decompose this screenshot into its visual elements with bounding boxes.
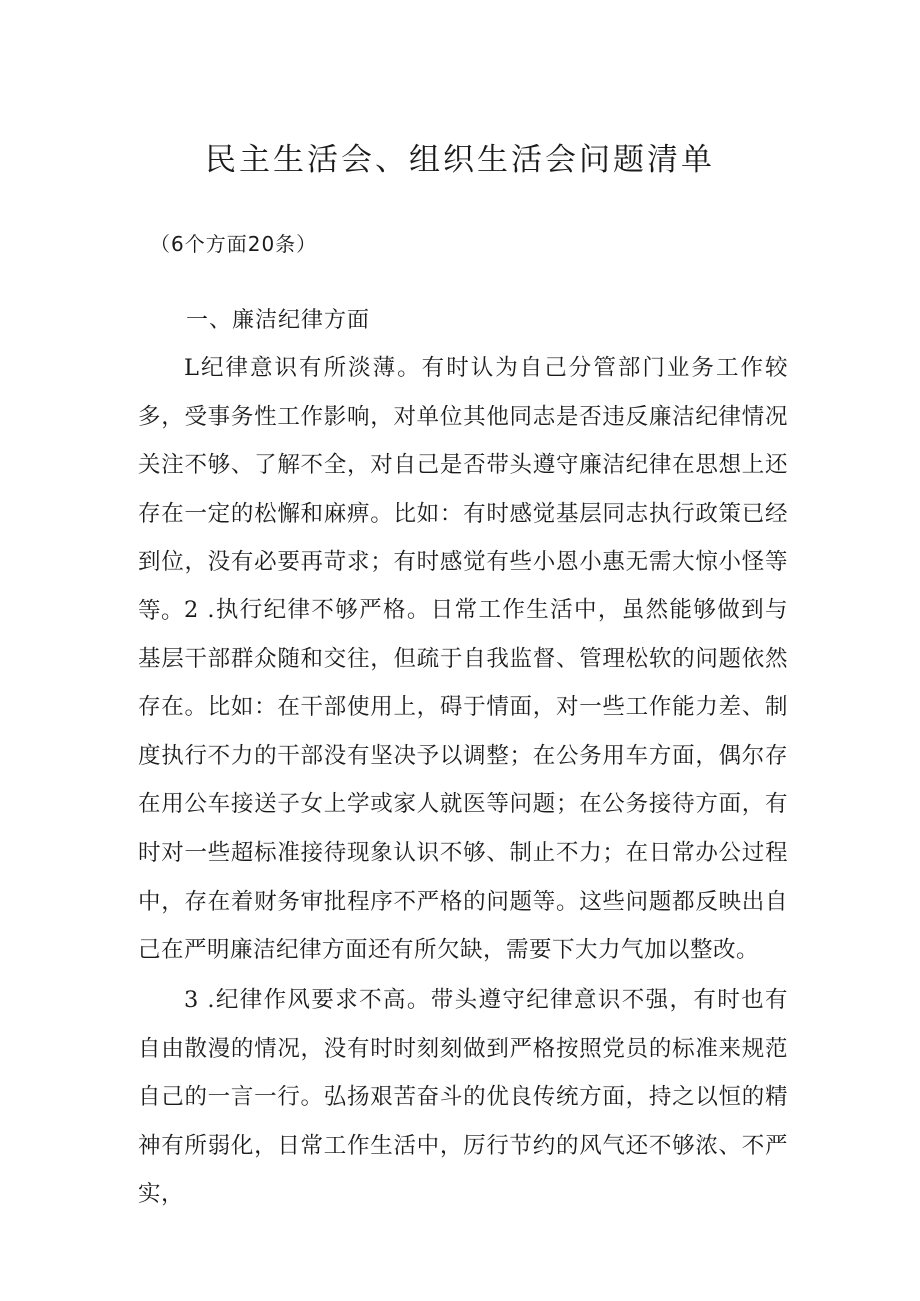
paragraph-item-3: 3 .纪律作风要求不高。带头遵守纪律意识不强，有时也有自由散漫的情况，没有时时刻刻做到严格按照党员的标准来规范自己的一言一行。弘扬艰苦奋斗的优良传统方面，持之以恒的精神有所弱化，日常工作生活中，厉行节约的风气还不够浓、不严实， — [138, 987, 788, 1208]
document-title: 民主生活会、组织生活会问题清单 — [205, 142, 715, 178]
document-subtitle: （6个方面20条） — [150, 232, 318, 256]
section-heading: 一、廉洁纪律方面 — [186, 308, 371, 333]
paragraph-item-2: 2 .执行纪律不够严格。日常工作生活中，虽然能够做到与基层干部群众随和交往，但疏于自我监督、管理松软的问题依然存在。比如：在干部使用上，碍于情面，对一些工作能力差、制度执行不力的干部没有坚决予以调整；在公务用车方面，偶尔存在用公车接送子女上学或家人就医等问题；在公务接待方面，有时对一些超标准接待现象认识不够、制止不力；在日常办公过程中，存在着财务审批程序不严格的问题等。这些问题都反映出自己在严明廉洁纪律方面还有所欠缺，需要下大力气加以整改。 — [138, 597, 788, 964]
paragraph-item-1: L纪律意识有所淡薄。有时认为自己分管部门业务工作较多，受事务性工作影响，对单位其他同志是否违反廉洁纪律情况关注不够、了解不全，对自己是否带头遵守廉洁纪律在思想上还存在一定的松懈和麻痹。比如：有时感觉基层同志执行政策已经到位，没有必要再苛求；有时感觉有些小恩小惠无需大惊小怪等等。 — [138, 355, 788, 624]
